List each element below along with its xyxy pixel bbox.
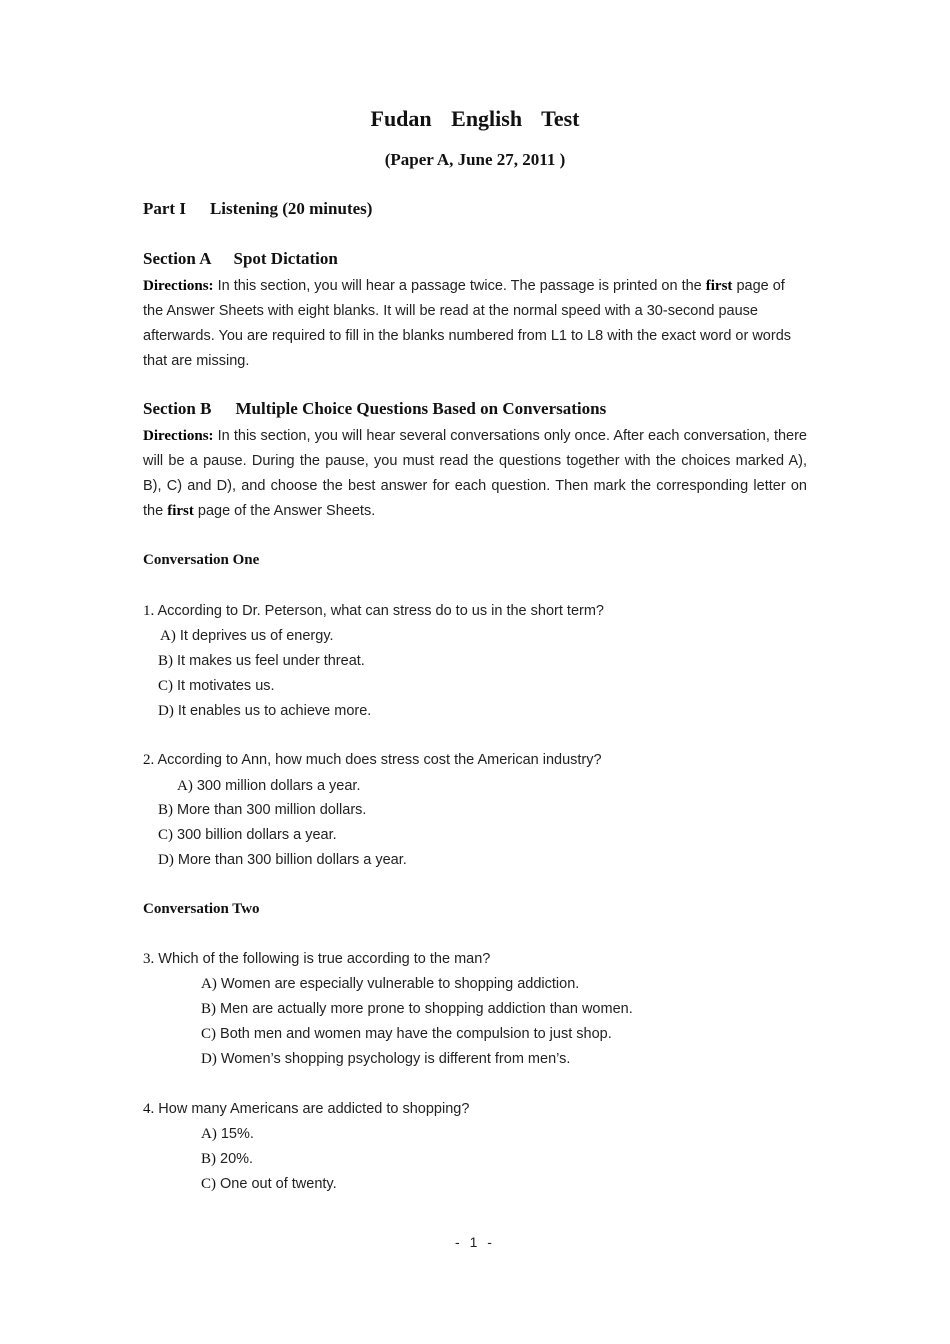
option xyxy=(201,974,579,994)
question-number: 3. xyxy=(143,951,155,967)
option-text: Men are actually more prone to shopping addiction than women. xyxy=(220,1001,633,1017)
section-b-directions xyxy=(143,424,807,524)
question-1 xyxy=(143,601,604,621)
option-text: More than 300 million dollars. xyxy=(177,802,367,818)
option-letter: C) xyxy=(201,1026,216,1042)
option xyxy=(158,850,407,870)
section-b-heading xyxy=(143,399,606,419)
document-title: Fudan English Test xyxy=(370,106,580,131)
option-letter: B) xyxy=(158,802,173,818)
option xyxy=(177,776,360,796)
section-a-heading xyxy=(143,249,338,269)
option xyxy=(201,1024,612,1044)
option-letter: B) xyxy=(158,653,173,669)
question-3 xyxy=(143,949,490,969)
option-letter: C) xyxy=(158,678,173,694)
option-letter: C) xyxy=(158,827,173,843)
option-letter: A) xyxy=(201,976,217,992)
option-text: One out of twenty. xyxy=(220,1176,337,1192)
option-letter: D) xyxy=(158,703,174,719)
option xyxy=(201,1149,253,1169)
section-a-directions xyxy=(143,274,807,374)
conversation-one-heading: Conversation One xyxy=(143,552,260,568)
option-letter: A) xyxy=(201,1126,217,1142)
section-b-label: Section B xyxy=(143,399,212,418)
conversation-two-heading: Conversation Two xyxy=(143,901,260,917)
option xyxy=(158,800,366,820)
option xyxy=(201,999,633,1019)
directions-emphasis: first xyxy=(167,503,194,519)
document-subtitle: (Paper A, June 27, 2011 ) xyxy=(384,150,566,169)
question-number: 4. xyxy=(143,1101,155,1117)
option-letter: D) xyxy=(158,852,174,868)
option xyxy=(160,626,334,646)
question-number: 2. xyxy=(143,752,155,768)
option-text: 20%. xyxy=(220,1151,254,1167)
directions-label: Directions: xyxy=(143,428,214,444)
section-a-name: Spot Dictation xyxy=(233,249,338,268)
option-letter: A) xyxy=(160,628,176,644)
option-text: More than 300 billion dollars a year. xyxy=(177,852,407,868)
option xyxy=(158,676,275,696)
option-letter: C) xyxy=(201,1176,216,1192)
option-text: It motivates us. xyxy=(177,678,275,694)
part-name: Listening (20 minutes) xyxy=(209,199,373,218)
option-text: Women’s shopping psychology is different from men’s. xyxy=(220,1051,571,1067)
option xyxy=(201,1174,337,1194)
option-letter: B) xyxy=(201,1151,216,1167)
option-text: 300 billion dollars a year. xyxy=(177,827,337,843)
question-text: Which of the following is true according to the man? xyxy=(158,951,491,967)
part-label: Part I xyxy=(143,199,186,218)
question-text: How many Americans are addicted to shopping? xyxy=(158,1101,470,1117)
directions-label: Directions: xyxy=(143,278,214,294)
directions-text: In this section, you will hear several conversations only once. After each conversation, there will be a pause. During the pause, you must read the questions together with the choices marked A), B), C) and D), and choose the best answer for each question. Then mark the corresponding letter on the xyxy=(143,428,807,519)
section-b-name: Multiple Choice Questions Based on Conversations xyxy=(235,399,607,418)
option-text: Both men and women may have the compulsion to just shop. xyxy=(220,1026,612,1042)
option-letter: A) xyxy=(177,778,193,794)
option-text: It enables us to achieve more. xyxy=(177,703,372,719)
option xyxy=(201,1124,254,1144)
part-heading xyxy=(143,199,372,219)
option-text: Women are especially vulnerable to shopping addiction. xyxy=(220,976,580,992)
option-text: 15%. xyxy=(220,1126,254,1142)
option-letter: D) xyxy=(201,1051,217,1067)
option-text: It makes us feel under threat. xyxy=(177,653,365,669)
option-letter: B) xyxy=(201,1001,216,1017)
section-a-label: Section A xyxy=(143,249,212,268)
question-number: 1. xyxy=(143,603,155,619)
directions-emphasis: first xyxy=(705,278,733,294)
page-number: - 1 - xyxy=(455,1234,495,1250)
directions-text-continued: page of the Answer Sheets with eight blanks. It will be read at the normal speed with a 30-second pause afterwards. You are required to fill in the blanks numbered from L1 to L8 with the exact word or words that are missing. xyxy=(143,278,792,369)
directions-text-continued: page of the Answer Sheets. xyxy=(197,503,376,519)
option xyxy=(158,701,371,721)
question-4 xyxy=(143,1099,469,1119)
question-text: According to Dr. Peterson, what can stress do to us in the short term? xyxy=(157,603,604,619)
option-text: It deprives us of energy. xyxy=(179,628,334,644)
question-2 xyxy=(143,750,602,770)
option-text: 300 million dollars a year. xyxy=(196,778,361,794)
question-text: According to Ann, how much does stress cost the American industry? xyxy=(157,752,602,768)
directions-text: In this section, you will hear a passage twice. The passage is printed on the xyxy=(217,278,702,294)
option xyxy=(158,651,365,671)
option xyxy=(158,825,337,845)
option xyxy=(201,1049,570,1069)
